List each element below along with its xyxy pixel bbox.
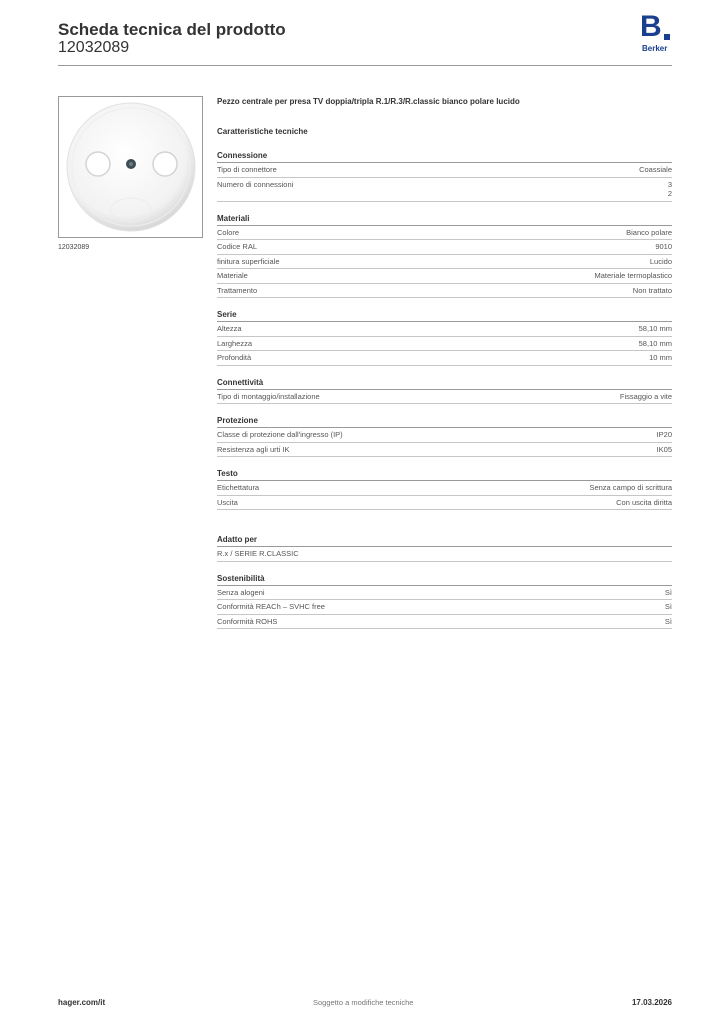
spec-value-line: Con uscita diritta: [616, 497, 672, 507]
spec-section: [217, 573, 672, 630]
spec-value-line: Fissaggio a vite: [619, 391, 672, 401]
spec-value: [633, 286, 672, 296]
spec-label: Conformità REACh – SVHC free: [217, 602, 325, 611]
spec-label: Tipo di connettore: [217, 165, 277, 174]
spec-label: finitura superficiale: [217, 256, 280, 266]
spec-value: [657, 430, 672, 440]
spec-row: [217, 337, 672, 352]
spec-value-line: Non trattato: [632, 285, 672, 295]
spec-value-line: 9010: [655, 242, 672, 251]
section-title: Serie: [217, 309, 672, 322]
spec-label: Profondità: [217, 353, 252, 362]
spec-label: Senza alogeni: [217, 587, 265, 597]
spec-value-line: 2: [667, 189, 672, 198]
spec-label: Uscita: [217, 497, 238, 507]
spec-row: [217, 269, 672, 284]
spec-row: [217, 481, 672, 496]
spec-section: [217, 309, 672, 366]
section-title: Protezione: [217, 415, 672, 428]
spec-value: [665, 588, 672, 598]
footer-website: hager.com/it: [58, 998, 106, 1007]
spec-value-line: Coassiale: [639, 165, 672, 174]
spec-value: [668, 180, 672, 199]
spec-sections: [217, 150, 672, 629]
spec-label: R.x / SERIE R.CLASSIC: [217, 549, 299, 558]
section-title: Adatto per: [217, 534, 672, 547]
spec-section: [217, 377, 672, 405]
spec-value-line: Materiale termoplastico: [594, 271, 672, 280]
spec-value: [649, 353, 672, 363]
spec-value: [639, 324, 672, 334]
spec-value: [639, 165, 672, 175]
berker-logo: [640, 10, 676, 56]
spec-label: Larghezza: [217, 338, 253, 348]
spec-label: Trattamento: [217, 285, 258, 295]
spec-row: [217, 240, 672, 255]
spec-section: [217, 150, 672, 202]
spec-row: [217, 443, 672, 458]
spec-section: [217, 468, 672, 510]
spec-section: [217, 534, 672, 562]
socket-cover-illustration: [59, 97, 202, 237]
spec-label: Resistenza agli urti IK: [217, 444, 290, 454]
spec-value-line: 3: [667, 179, 672, 189]
section-title: Materiali: [217, 213, 672, 226]
product-title: Pezzo centrale per presa TV doppia/tripla R.1/R.3/R.classic bianco polare lucido: [217, 97, 520, 106]
spec-row: [217, 586, 672, 601]
footer-note: Soggetto a modifiche tecniche: [313, 998, 414, 1007]
spec-value: [626, 228, 672, 238]
section-title: Testo: [217, 468, 672, 481]
spec-value-line: Sì: [664, 587, 672, 597]
spec-label: Colore: [217, 227, 240, 237]
spec-row: [217, 178, 672, 202]
image-caption: 12032089: [58, 244, 90, 251]
spec-value-line: 10 mm: [649, 353, 672, 362]
spec-row: [217, 600, 672, 615]
section-title: Connettività: [217, 377, 672, 390]
spec-value: [616, 498, 672, 508]
spec-label: Classe di protezione dall'ingresso (IP): [217, 430, 343, 439]
logo-letter: B: [640, 10, 662, 43]
spec-value: [589, 483, 672, 493]
spec-row: [217, 428, 672, 443]
footer-date: 17.03.2026: [631, 998, 672, 1007]
spec-value-line: 58,10 mm: [638, 324, 672, 333]
spec-label: Conformità ROHS: [217, 616, 278, 626]
spec-row: [217, 390, 672, 405]
spec-value-line: IK05: [656, 444, 672, 454]
spec-content: [217, 97, 672, 629]
page-title: Scheda tecnica del prodotto: [58, 20, 286, 39]
spec-value: [620, 392, 672, 402]
spec-value: [639, 339, 672, 349]
spec-value-line: Bianco polare: [626, 227, 672, 237]
spec-row: [217, 496, 672, 511]
spec-value-line: Lucido: [649, 256, 672, 266]
product-image: [58, 96, 203, 238]
spec-value: [665, 617, 672, 627]
spec-value-line: Sì: [664, 602, 672, 611]
spec-label: Etichettatura: [217, 483, 260, 492]
spec-value: [657, 445, 672, 455]
spec-label: Tipo di montaggio/installazione: [217, 391, 320, 401]
spec-row: [217, 226, 672, 241]
spec-section: [217, 415, 672, 457]
spec-value-line: Senza campo di scrittura: [589, 483, 672, 492]
spec-value-line: 58,10 mm: [638, 338, 672, 348]
logo-text: Berker: [642, 44, 668, 53]
spec-label: Materiale: [217, 271, 248, 280]
spec-row: [217, 547, 672, 562]
spec-row: [217, 322, 672, 337]
spec-label: Codice RAL: [217, 242, 258, 251]
spec-value: [650, 257, 672, 267]
tech-heading: Caratteristiche tecniche: [217, 127, 308, 136]
article-number: 12032089: [58, 39, 130, 56]
spec-row: [217, 284, 672, 299]
spec-row: [217, 163, 672, 178]
spec-value-line: IP20: [656, 430, 672, 439]
spec-value: [665, 602, 672, 612]
spec-label: Numero di connessioni: [217, 179, 294, 189]
spec-row: [217, 255, 672, 270]
spec-label: Altezza: [217, 324, 242, 333]
spec-value: [655, 242, 672, 252]
spec-row: [217, 351, 672, 366]
spec-section: [217, 213, 672, 299]
section-title: Connessione: [217, 150, 672, 163]
logo-dot: [664, 34, 670, 40]
spec-row: [217, 615, 672, 630]
spec-value-line: Sì: [664, 616, 672, 626]
section-title: Sostenibilità: [217, 573, 672, 586]
header-divider: [58, 65, 672, 66]
spec-value: [594, 271, 672, 281]
